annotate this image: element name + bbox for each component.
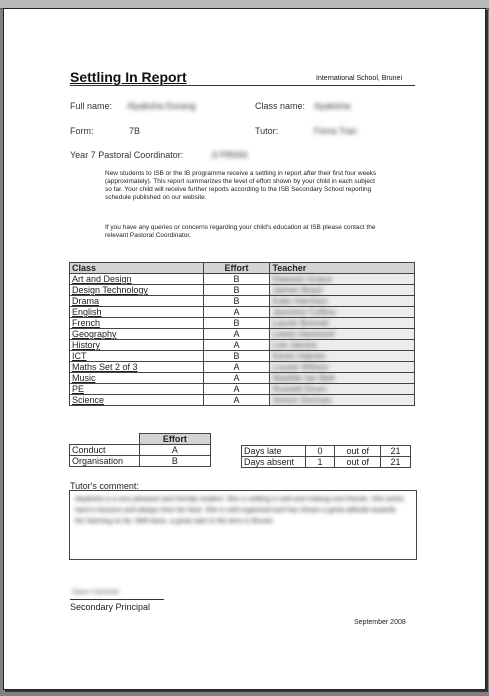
teacher-cell: James Boyd — [272, 285, 322, 295]
effort-cell: A — [203, 373, 270, 384]
table-row — [70, 307, 415, 318]
table-row — [70, 456, 211, 467]
tutor-comment-label: Tutor's comment: — [70, 481, 139, 491]
class-cell: Maths Set 2 of 3 — [70, 362, 204, 373]
effort-cell: B — [203, 351, 270, 362]
full-name-value: Alyaksha Durang — [127, 101, 196, 111]
table-row — [70, 351, 415, 362]
teacher-cell: Dawson Grace — [272, 274, 332, 284]
class-cell: PE — [70, 384, 204, 395]
conduct-value: A — [139, 445, 210, 456]
conduct-effort-header: Effort — [139, 434, 210, 445]
tutor-comment-box — [69, 490, 417, 560]
form-value: 7B — [129, 126, 141, 136]
teacher-cell: Lee James — [272, 340, 317, 350]
coordinator-label: Year 7 Pastoral Coordinator: — [70, 150, 184, 160]
subjects-header-row — [70, 263, 415, 274]
viewer-toolbar-text — [4, 0, 139, 6]
conduct-label: Conduct — [70, 445, 140, 456]
days-late-value: 0 — [305, 446, 335, 457]
organisation-label: Organisation — [70, 456, 140, 467]
table-row — [70, 362, 415, 373]
class-header: Class — [70, 263, 204, 274]
effort-cell: A — [203, 340, 270, 351]
teacher-cell: Russell Drum — [272, 384, 327, 394]
full-name-label: Full name: — [70, 101, 113, 111]
days-absent-label: Days absent — [242, 457, 306, 468]
teacher-cell: Maddie Ian Bell — [272, 373, 335, 383]
table-row — [70, 340, 415, 351]
teacher-cell: Lewis Harwood — [272, 329, 334, 339]
signature-name: Dawn Cantwell — [72, 589, 119, 596]
teacher-cell: Laurie Bonnet — [272, 318, 329, 328]
class-name-value: Ayakisha — [314, 101, 351, 111]
days-absent-out-of: out of — [335, 457, 381, 468]
title-rule — [70, 85, 415, 86]
teacher-cell: Jasmine Collins — [272, 307, 336, 317]
intro-paragraph-1: New students to ISB or the IB programme receive a settling in report after their first four weeks (approximately). This report summarizes the level of effort shown by your child in each subject so far. Your child will receive further reports according to the ISB Secondary School reporting schedule published on our website. — [105, 170, 377, 201]
effort-cell: B — [203, 285, 270, 296]
days-late-out-of: out of — [335, 446, 381, 457]
teacher-cell: Louise Wilson — [272, 362, 329, 372]
report-page — [3, 8, 486, 690]
days-absent-total: 21 — [381, 457, 411, 468]
table-row — [70, 296, 415, 307]
table-row — [70, 373, 415, 384]
table-row — [70, 395, 415, 406]
effort-cell: B — [203, 296, 270, 307]
signature-line — [70, 599, 164, 600]
attendance-table — [241, 445, 411, 468]
class-cell: Music — [70, 373, 204, 384]
table-row — [242, 446, 411, 457]
class-cell: Design Technology — [70, 285, 204, 296]
effort-cell: A — [203, 395, 270, 406]
table-row — [242, 457, 411, 468]
report-date: September 2008 — [354, 619, 406, 626]
teacher-cell: Kate Harrison — [272, 296, 328, 306]
coordinator-value: Ji PIRAN — [211, 150, 248, 160]
class-cell: English — [70, 307, 204, 318]
effort-cell: B — [203, 318, 270, 329]
days-late-total: 21 — [381, 446, 411, 457]
school-name: International School, Brunei — [316, 75, 402, 82]
effort-cell: A — [203, 329, 270, 340]
class-name-label: Class name: — [255, 101, 306, 111]
effort-cell: B — [203, 274, 270, 285]
organisation-value: B — [139, 456, 210, 467]
teacher-cell: Simon Duncan — [272, 395, 332, 405]
table-row — [70, 274, 415, 285]
conduct-table — [69, 433, 211, 467]
days-absent-value: 1 — [305, 457, 335, 468]
table-row — [70, 285, 415, 296]
class-cell: ICT — [70, 351, 204, 362]
effort-header: Effort — [203, 263, 270, 274]
tutor-comment-text: Alyaksha is a very pleasant and friendly student. She is settling in well and making new friends. She works hard in lessons and always tries her best. She is well organised and has shown a great attitude towards her learning so far. Well done, a great start to the term in Brunei. — [75, 496, 405, 525]
effort-cell: A — [203, 307, 270, 318]
tutor-value: Fiona Tran — [314, 126, 358, 136]
subjects-table — [69, 262, 415, 406]
teacher-header: Teacher — [270, 263, 415, 274]
class-cell: French — [70, 318, 204, 329]
effort-cell: A — [203, 384, 270, 395]
class-cell: Drama — [70, 296, 204, 307]
class-cell: Science — [70, 395, 204, 406]
form-label: Form: — [70, 126, 94, 136]
intro-paragraph-2: If you have any queries or concerns regarding your child's education at ISB please contact the relevant Pastoral Coordinator. — [105, 224, 376, 239]
class-cell: Art and Design — [70, 274, 204, 285]
teacher-cell: Kevin Haines — [272, 351, 326, 361]
class-cell: Geography — [70, 329, 204, 340]
effort-cell: A — [203, 362, 270, 373]
table-row — [70, 329, 415, 340]
signature-title: Secondary Principal — [70, 602, 151, 612]
table-row — [70, 445, 211, 456]
table-row — [70, 384, 415, 395]
days-late-label: Days late — [242, 446, 306, 457]
table-row — [70, 318, 415, 329]
class-cell: History — [70, 340, 204, 351]
report-title: Settling In Report — [70, 69, 187, 85]
conduct-header-spacer — [70, 434, 140, 445]
tutor-label: Tutor: — [255, 126, 279, 136]
